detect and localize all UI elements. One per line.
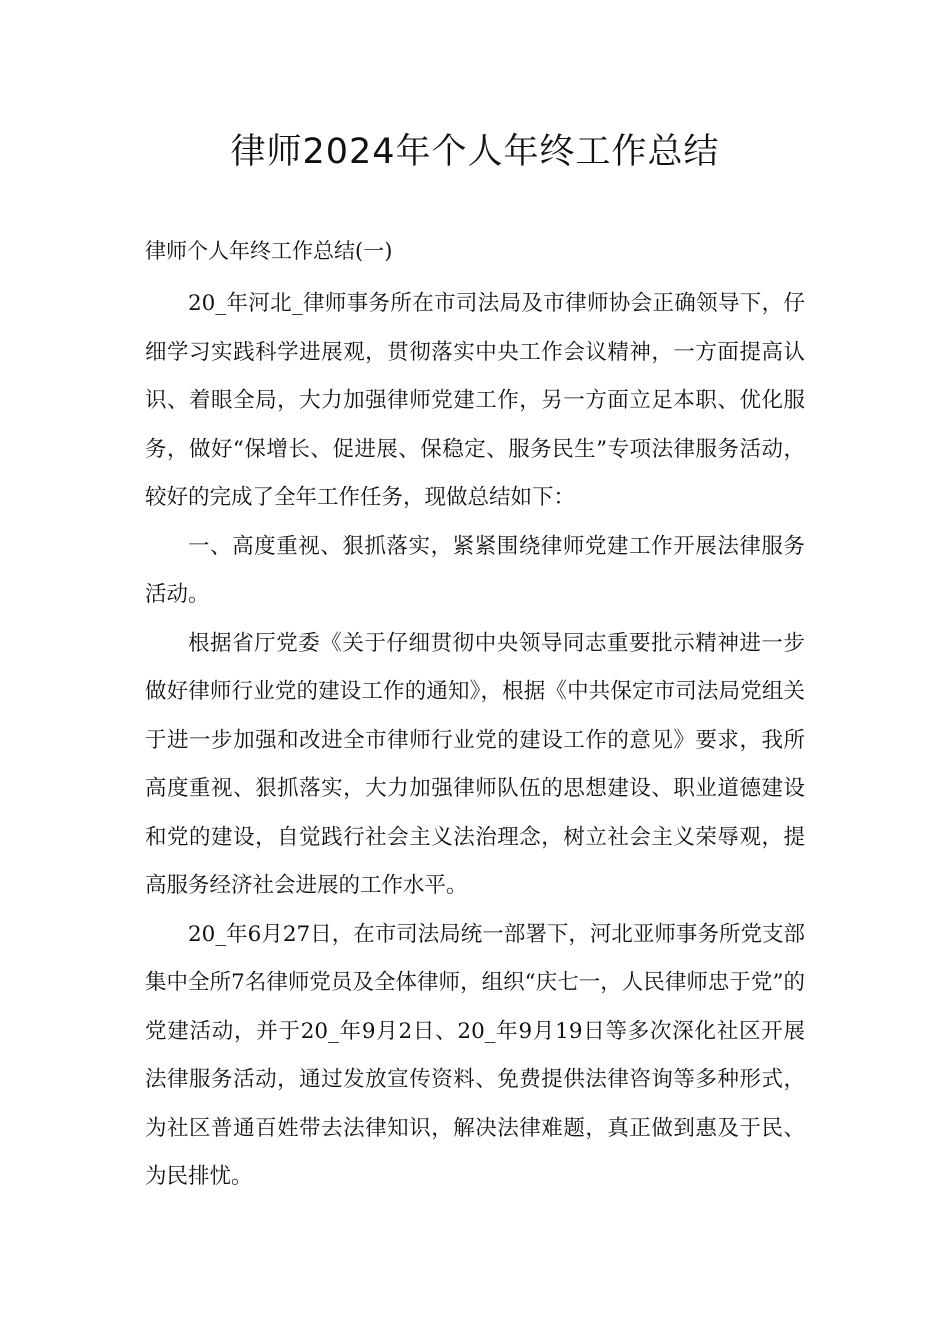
document-title: 律师2024年个人年终工作总结 (230, 132, 720, 172)
section-heading: 律师个人年终工作总结(一) (145, 239, 393, 263)
paragraph-activities: 20_年6月27日，在市司法局统一部署下，河北亚师事务所党支部集中全所7名律师党员及全体律师，组织“庆七一，人民律师忠于党”的党建活动，并于20_年9月2日、20_年9月19日等多次深化社区开展法律服务活动，通过发放宣传资料、免费提供法律咨询等多种形式，为社区普通百姓带去法律知识，解决法律难题，真正做到惠及于民、为民排忧。 (145, 921, 805, 1189)
paragraph-basis: 根据省厅党委《关于仔细贯彻中央领导同志重要批示精神进一步做好律师行业党的建设工作的通知》，根据《中共保定市司法局党组关于进一步加强和改进全市律师行业党的建设工作的意见》要求，我所高度重视、狠抓落实，大力加强律师队伍的思想建设、职业道德建设和党的建设，自觉践行社会主义法治理念，树立社会主义荣辱观，提高服务经济社会进展的工作水平。 (145, 630, 805, 898)
paragraph-point-one: 一、高度重视、狠抓落实，紧紧围绕律师党建工作开展法律服务活动。 (145, 533, 805, 607)
document-body (145, 280, 805, 1202)
paragraph-intro: 20_年河北_律师事务所在市司法局及市律师协会正确领导下，仔细学习实践科学进展观，贯彻落实中央工作会议精神，一方面提高认识、着眼全局，大力加强律师党建工作，另一方面立足本职、优化服务，做好“保增长、促进展、保稳定、服务民生”专项法律服务活动，较好的完成了全年工作任务，现做总结如下： (145, 291, 805, 510)
